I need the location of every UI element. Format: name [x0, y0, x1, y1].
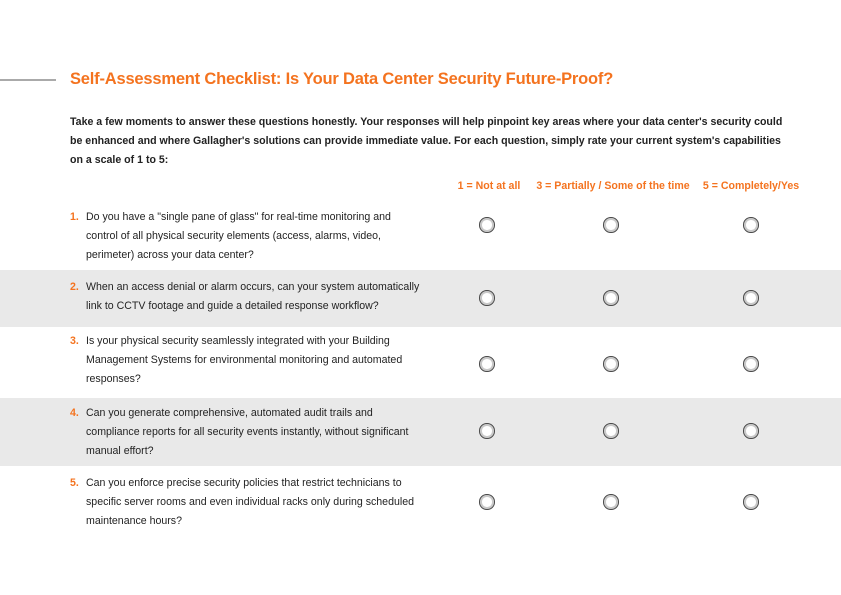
- question-4-text: Can you generate comprehensive, automated audit trails and compliance reports for all security events instantly, without significant manual effort?: [86, 407, 409, 457]
- question-row-3: [0, 327, 841, 398]
- question-row-2: [0, 270, 841, 327]
- question-4: [70, 404, 422, 461]
- rating-q1-option-3[interactable]: [603, 217, 619, 233]
- rating-q4-option-3[interactable]: [603, 423, 619, 439]
- question-2-number: 2.: [70, 281, 79, 293]
- rating-q3-option-5[interactable]: [743, 356, 759, 372]
- rating-q5-option-5[interactable]: [743, 494, 759, 510]
- scale-header-completely: 5 = Completely/Yes: [702, 180, 800, 192]
- rating-q2-option-3[interactable]: [603, 290, 619, 306]
- question-2: [70, 278, 422, 316]
- question-4-number: 4.: [70, 407, 79, 419]
- rating-q2-option-1[interactable]: [479, 290, 495, 306]
- rating-q5-option-1[interactable]: [479, 494, 495, 510]
- question-3-number: 3.: [70, 335, 79, 347]
- question-3: [70, 332, 422, 389]
- question-3-text: Is your physical security seamlessly integrated with your Building Management Systems for environmental monitoring and automated responses?: [86, 335, 403, 385]
- intro-paragraph: Take a few moments to answer these questions honestly. Your responses will help pinpoint key areas where your data center's security could be enhanced and where Gallagher's solutions can provide immediate value. For each question, simply rate your current system's capabilities on a scale of 1 to 5:: [70, 116, 783, 166]
- rating-q1-option-5[interactable]: [743, 217, 759, 233]
- scale-header-partially: 3 = Partially / Some of the time: [536, 180, 690, 192]
- question-1: [70, 208, 422, 265]
- scale-header-not-at-all: 1 = Not at all: [457, 180, 521, 192]
- rating-q3-option-1[interactable]: [479, 356, 495, 372]
- rating-q2-option-5[interactable]: [743, 290, 759, 306]
- rating-q4-option-5[interactable]: [743, 423, 759, 439]
- rating-q4-option-1[interactable]: [479, 423, 495, 439]
- question-1-number: 1.: [70, 211, 79, 223]
- question-5: [70, 474, 422, 531]
- page-title: Self-Assessment Checklist: Is Your Data Center Security Future-Proof?: [70, 70, 614, 88]
- rating-q5-option-3[interactable]: [603, 494, 619, 510]
- question-row-4: [0, 398, 841, 466]
- rating-q1-option-1[interactable]: [479, 217, 495, 233]
- question-row-5: [0, 466, 841, 545]
- question-1-text: Do you have a "single pane of glass" for real-time monitoring and control of all physical security elements (access, alarms, video, perimeter) across your data center?: [86, 211, 391, 261]
- question-row-1: [0, 206, 841, 270]
- question-5-number: 5.: [70, 477, 79, 489]
- title-left-rule: [0, 79, 56, 81]
- question-5-text: Can you enforce precise security policies that restrict technicians to specific server rooms and even individual racks only during scheduled maintenance hours?: [86, 477, 414, 527]
- rating-q3-option-3[interactable]: [603, 356, 619, 372]
- question-2-text: When an access denial or alarm occurs, can your system automatically link to CCTV footage and guide a detailed response workflow?: [86, 281, 420, 312]
